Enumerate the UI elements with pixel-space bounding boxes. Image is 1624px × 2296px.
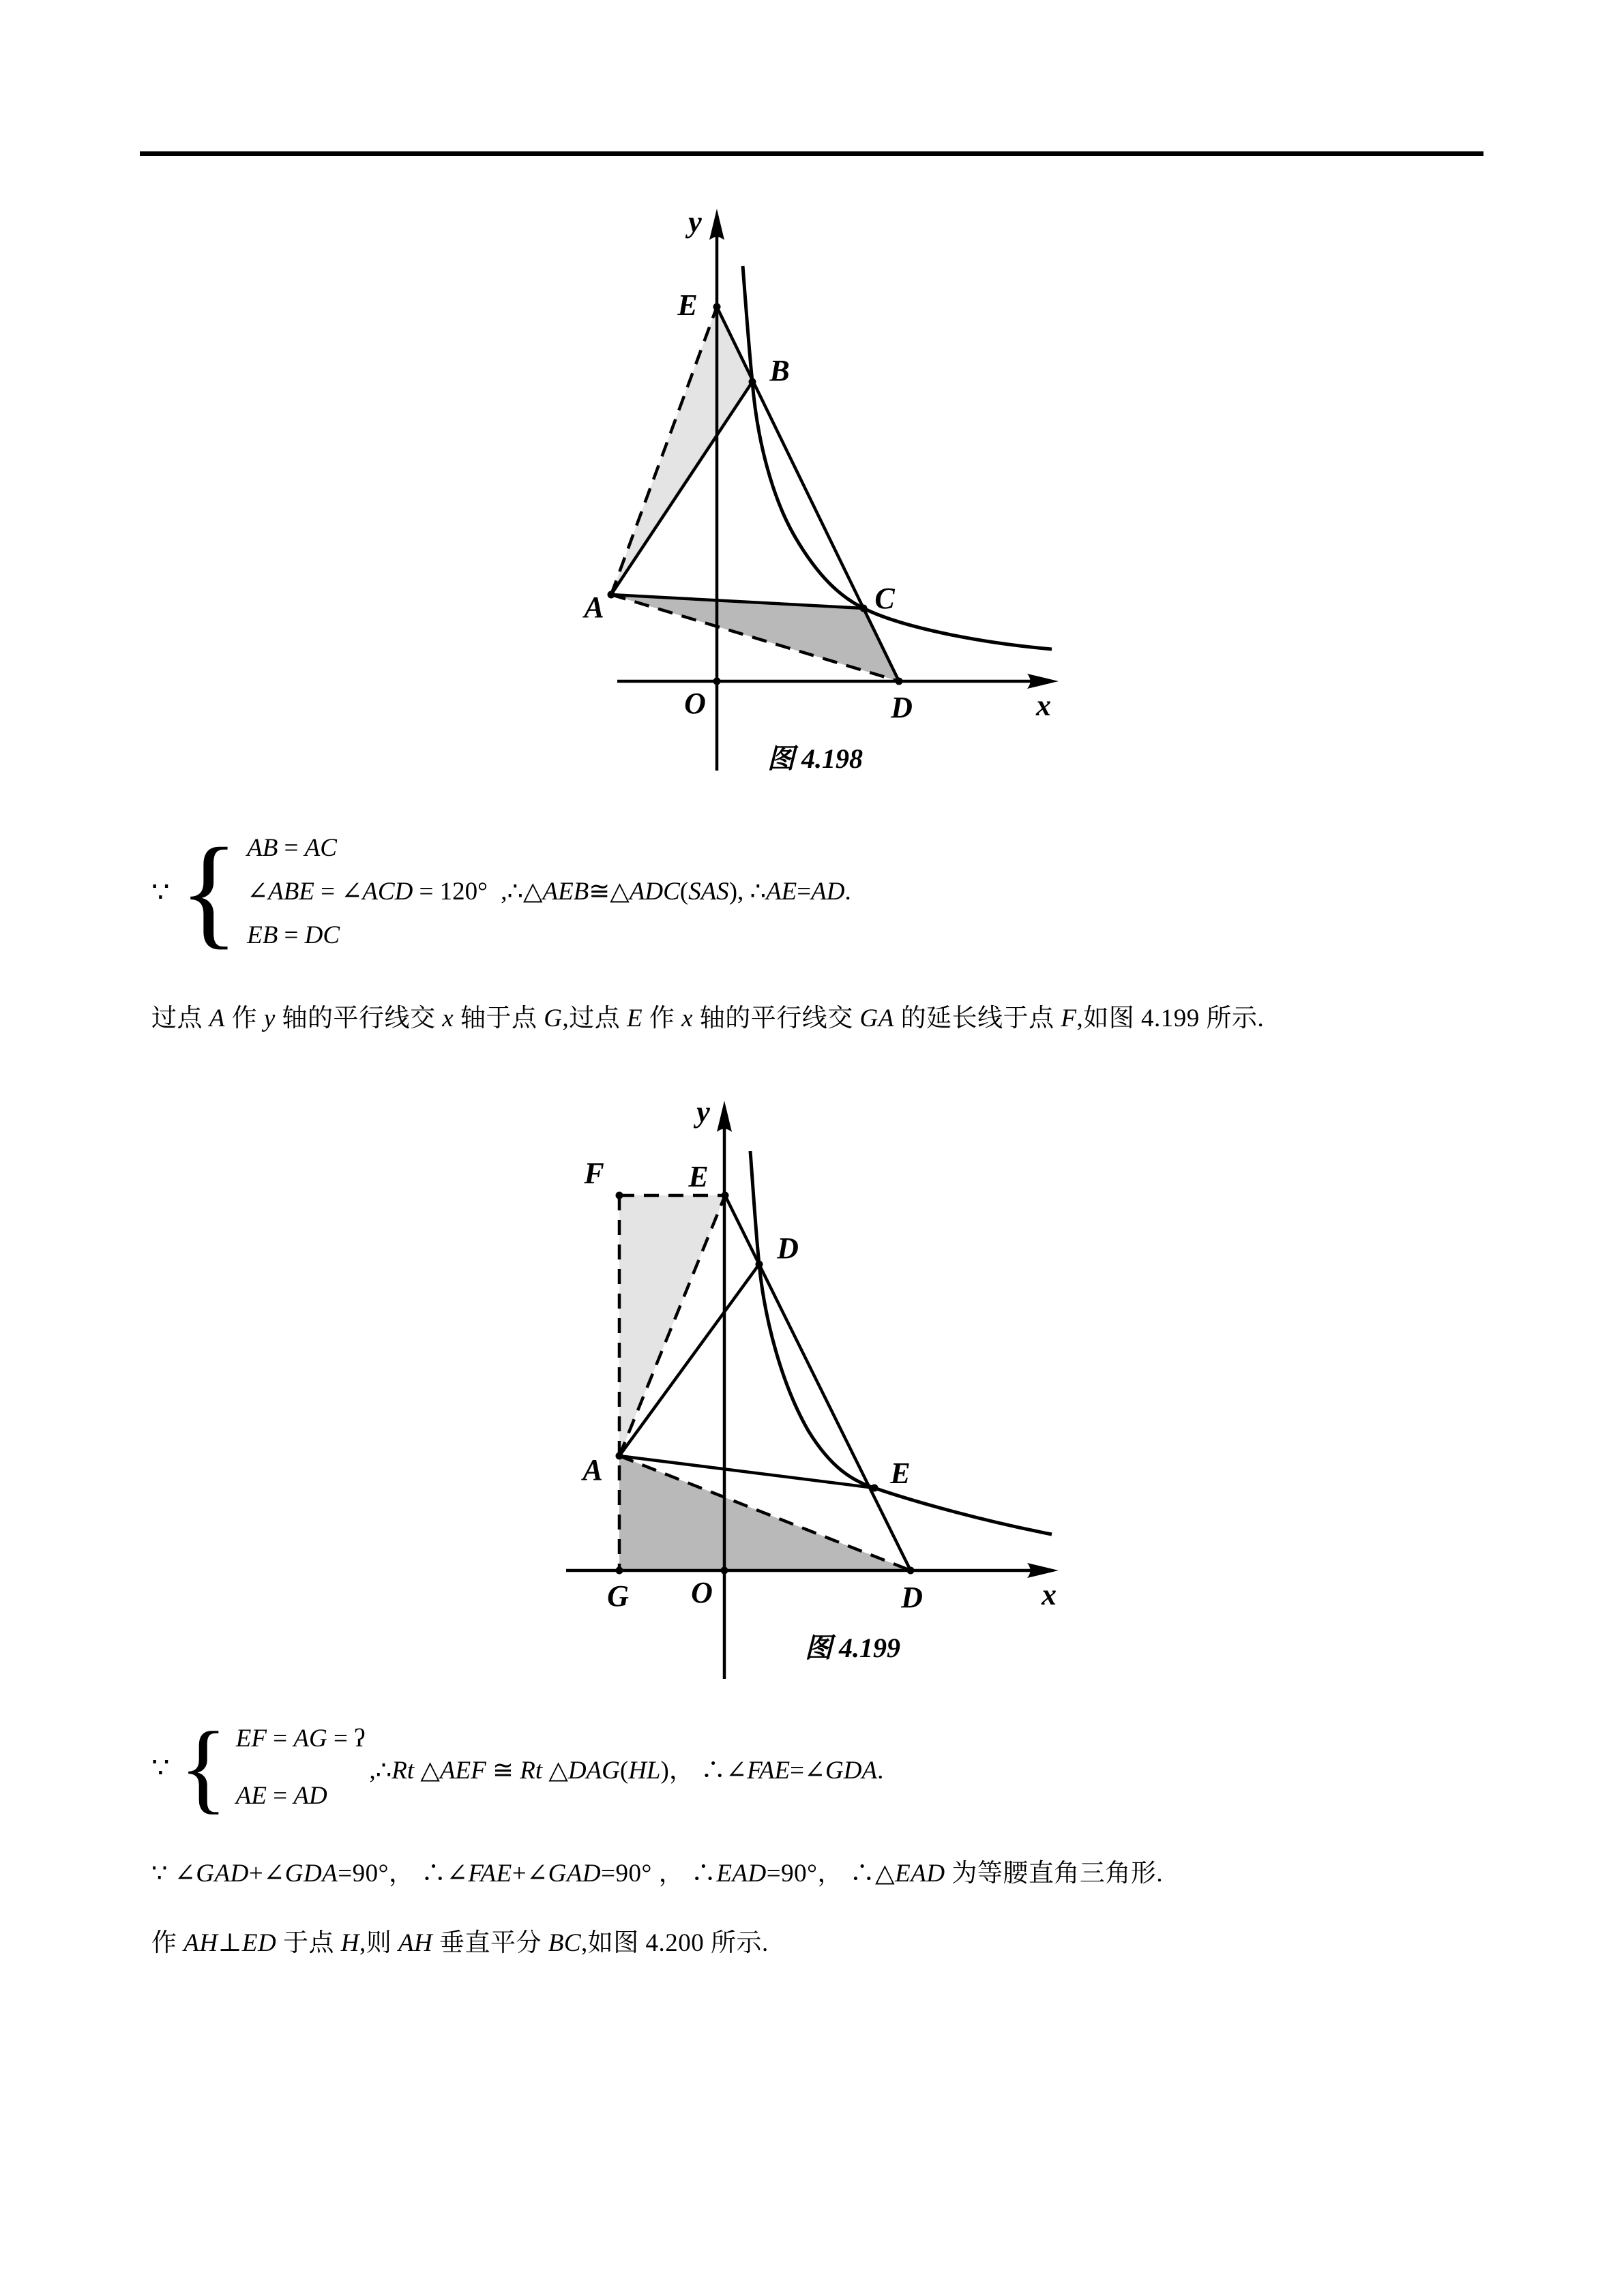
point-origin (713, 678, 721, 685)
case-ab-ac: AB = AC (247, 834, 337, 862)
origin-label: O (684, 687, 706, 720)
equation-block-1 (151, 822, 851, 960)
point-E (713, 303, 721, 311)
y-axis-arrow-icon (717, 1101, 732, 1132)
point-E-axis (722, 1192, 729, 1199)
point-A (616, 1452, 623, 1460)
label-E-curve: E (890, 1457, 911, 1490)
point-D-axis (907, 1567, 915, 1575)
origin-label: O (691, 1576, 713, 1609)
point-D-curve (756, 1261, 763, 1268)
label-A: A (582, 1453, 603, 1487)
shaded-triangle-AEB (611, 307, 752, 595)
label-D-axis: D (901, 1581, 923, 1614)
point-G (616, 1567, 623, 1575)
label-D-curve: D (777, 1232, 799, 1265)
conclusion-2: ,∴Rt △AEF ≅ Rt △DAG(HL)， ∴∠FAE=∠GDA. (369, 1757, 884, 1785)
figure-caption: 图 4.198 (767, 743, 863, 774)
paragraph-construction: 过点 A 作 y 轴的平行线交 x 轴于点 G,过点 E 作 x 轴的平行线交 GA 的延长线于点 F,如图 4.199 所示. (151, 1004, 1265, 1032)
x-axis-label: x (1042, 1578, 1057, 1611)
point-E-curve (871, 1485, 879, 1492)
figure-caption: 图 4.199 (805, 1632, 900, 1663)
x-axis-arrow-icon (1027, 1563, 1059, 1578)
y-axis-label: y (688, 205, 702, 239)
construction-line: 作 AH⊥ED 于点 H,则 AH 垂直平分 BC,如图 4.200 所示. (151, 1929, 769, 1957)
equation-block-2 (151, 1710, 883, 1825)
case-ae-ad: AE = AD (235, 1782, 327, 1810)
because-symbol: ∵ (151, 1753, 170, 1784)
cases-brace: { (179, 1711, 228, 1823)
figure-4-198 (532, 201, 1078, 781)
x-axis-arrow-icon (1027, 674, 1059, 689)
label-B: B (769, 354, 790, 387)
case-eb-dc: EB = DC (247, 921, 340, 949)
figure-4-199 (532, 1091, 1078, 1691)
conclusion-1: ,∴△AEB≅△ADC(SAS), ∴AE=AD. (494, 878, 851, 906)
label-E-axis: E (688, 1160, 709, 1193)
label-A: A (584, 591, 604, 624)
point-F (616, 1192, 623, 1199)
y-axis-arrow-icon (709, 209, 724, 240)
point-B (749, 378, 756, 386)
x-axis-label: x (1036, 689, 1051, 722)
case-ef-ag: EF = AG = ʔ (235, 1725, 366, 1753)
cases-列 (247, 826, 851, 957)
because-symbol: ∵ (151, 877, 170, 908)
point-A (608, 591, 615, 599)
header-rule (140, 151, 1483, 156)
case-angles-text: ∠ABE = ∠ACD = 120° (247, 878, 488, 906)
label-C: C (874, 582, 895, 615)
case-angles (247, 870, 851, 914)
deduction-line: ∵ ∠GAD+∠GDA=90°， ∴∠FAE+∠GAD=90° ， ∴EAD=90°， ∴△EAD 为等腰直角三角形. (151, 1860, 1164, 1888)
shaded-triangle-FEA (619, 1195, 725, 1456)
label-D: D (891, 691, 913, 724)
cases-column (236, 1710, 366, 1825)
point-origin (721, 1567, 728, 1575)
label-E: E (677, 288, 698, 322)
label-F: F (584, 1157, 604, 1190)
point-D (896, 678, 903, 685)
cases-brace: { (179, 822, 239, 960)
y-axis-label: y (696, 1095, 710, 1129)
label-G: G (607, 1579, 629, 1613)
point-C (860, 605, 868, 612)
